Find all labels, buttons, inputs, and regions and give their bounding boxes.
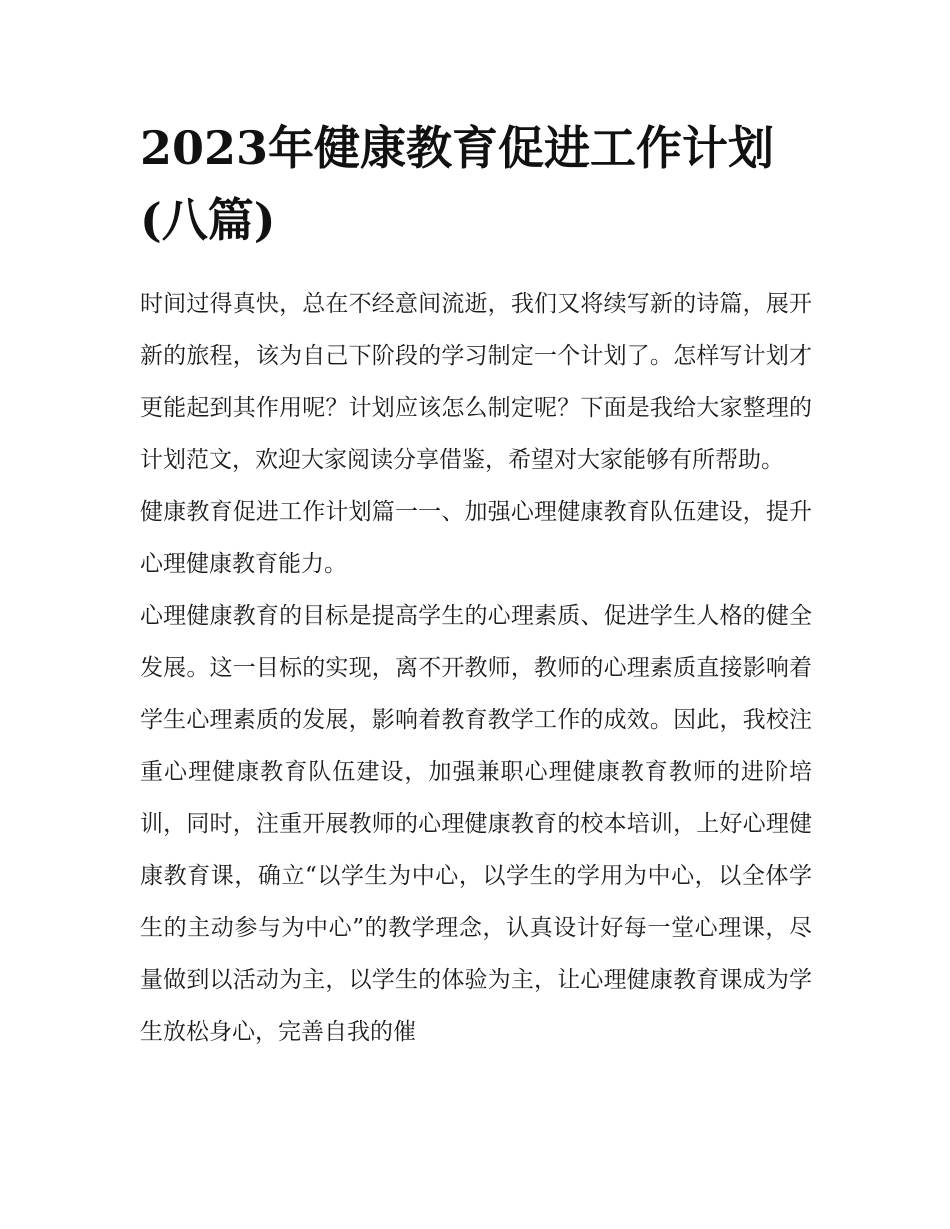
paragraph-intro: 时间过得真快，总在不经意间流逝，我们又将续写新的诗篇，展开新的旅程，该为自己下阶段的学习制定一个计划了。怎样写计划才更能起到其作用呢？计划应该怎么制定呢？下面是我给大家整理的计划范文，欢迎大家阅读分享借鉴，希望对大家能够有所帮助。: [140, 291, 812, 473]
document-title: 2023年健康教育促进工作计划(八篇): [140, 121, 775, 247]
paragraph-body: 心理健康教育的目标是提高学生的心理素质、促进学生人格的健全发展。这一目标的实现，离不开教师，教师的心理素质直接影响着学生心理素质的发展，影响着教育教学工作的成效。因此，我校注重心理健康教育队伍建设，加强兼职心理健康教育教师的进阶培训，同时，注重开展教师的心理健康教育的校本培训，上好心理健康教育课，确立“以学生为中心，以学生的学用为中心，以全体学生的主动参与为中心”的教学理念，认真设计好每一堂心理课，尽量做到以活动为主，以学生的体验为主，让心理健康教育课成为学生放松身心，完善自我的催: [140, 603, 812, 1045]
paragraph-section-heading: 健康教育促进工作计划篇一一、加强心理健康教育队伍建设，提升心理健康教育能力。: [140, 499, 812, 577]
document-body: [140, 112, 812, 1058]
